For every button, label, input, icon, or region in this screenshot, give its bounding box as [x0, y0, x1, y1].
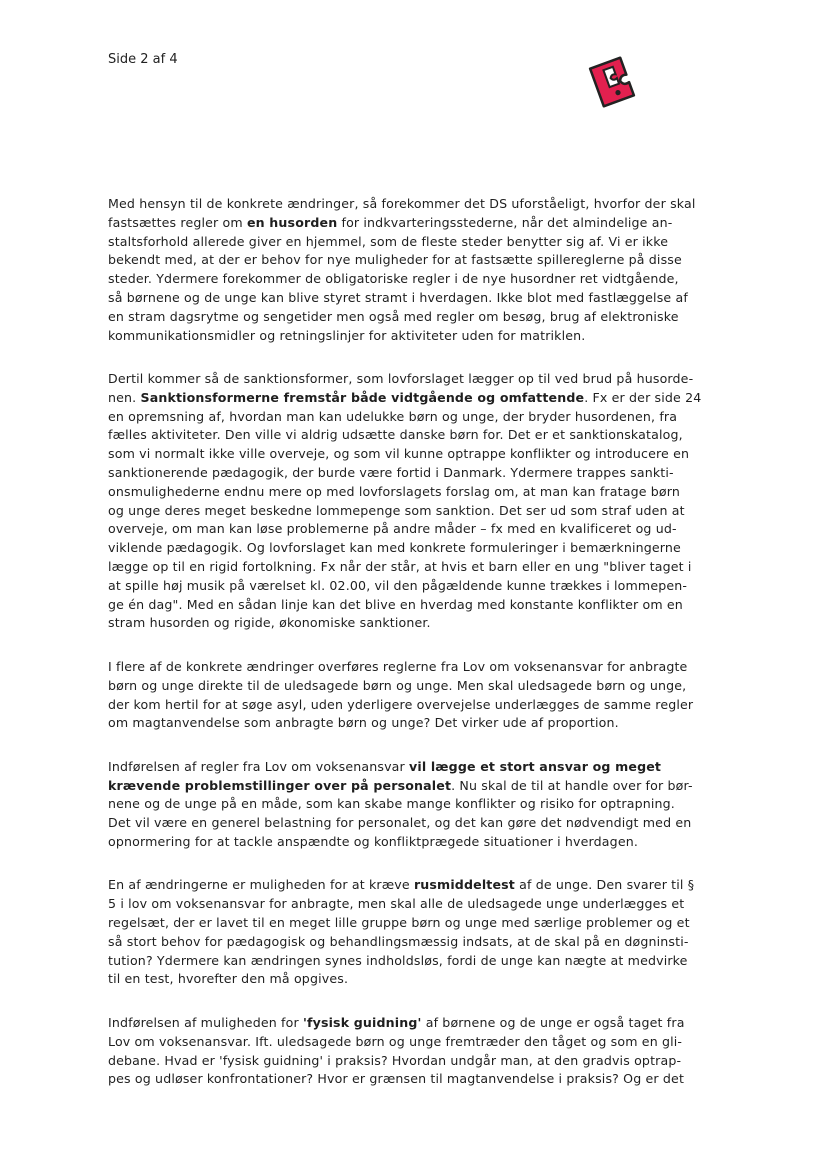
text-line: [108, 596, 720, 615]
text-run: af børnene og de unge er også taget fra: [421, 1014, 685, 1030]
text-line: [108, 577, 720, 596]
text-run: og unge deres meget beskedne lommepenge som sanktion. Det ser ud som straf uden at: [108, 502, 685, 518]
paragraph: [108, 195, 720, 345]
emphasis-text: Sanktionsformerne fremstår både vidtgående og omfattende: [140, 389, 585, 405]
text-line: [108, 408, 720, 427]
emphasis-text: en husorden: [246, 214, 338, 230]
text-run: Indførelsen af regler fra Lov om voksenansvar: [108, 758, 410, 774]
text-run: Med hensyn til de konkrete ændringer, så forekommer det DS uforståeligt, hvorfor der skal: [108, 196, 696, 211]
text-line: [108, 696, 720, 715]
text-run: En af ændringerne er muligheden for at kræve: [108, 877, 414, 893]
text-line: [108, 970, 720, 989]
text-run: af de unge. Den svarer til §: [514, 877, 695, 893]
text-line: [108, 795, 720, 814]
text-line: [108, 389, 720, 408]
paragraph: [108, 758, 720, 852]
text-run: som vi normalt ikke ville overveje, og som vil kunne optrappe konflikter og introducere en: [108, 446, 690, 462]
text-line: [108, 327, 720, 346]
text-line: [108, 214, 720, 233]
text-run: om magtanvendelse som anbragte børn og unge? Det virker ude af proportion.: [108, 715, 619, 731]
text-run: onsmulighederne endnu mere op med lovforslagets forslag om, at man kan fratage børn: [108, 483, 681, 499]
paragraph: [108, 1014, 720, 1089]
text-run: staltsforhold allerede giver en hjemmel, som de fleste steder benytter sig af. Vi er ikke: [108, 233, 669, 249]
paragraph: [108, 876, 720, 989]
text-line: [108, 520, 720, 539]
text-run: at spille høj musik på værelset kl. 02.00, vil den pågældende kunne trækkes i lommepen-: [108, 577, 688, 593]
text-line: [108, 952, 720, 971]
text-line: [108, 233, 720, 252]
text-run: . Nu skal de til at handle over for bør-: [451, 777, 693, 793]
text-line: [108, 308, 720, 327]
text-line: [108, 483, 720, 502]
text-line: [108, 251, 720, 270]
text-run: for indkvarteringsstederne, når det almindelige an-: [337, 214, 673, 230]
emphasis-text: rusmiddeltest: [413, 877, 515, 893]
text-run: Lov om voksenansvar. Ift. uledsagede børn og unge fremtræder den tåget og som en gli-: [108, 1033, 683, 1049]
text-run: stram husorden og rigide, økonomiske sanktioner.: [108, 615, 431, 631]
text-line: [108, 714, 720, 733]
text-run: 5 i lov om voksenansvar for anbragte, men skal alle de uledsagede unge underlægges et: [108, 896, 685, 912]
text-run: så stort behov for pædagogisk og behandlingsmæssig indsats, at de skal på en døgninsti-: [108, 933, 689, 949]
emphasis-text: 'fysisk guidning': [302, 1014, 422, 1030]
text-line: [108, 876, 720, 895]
text-line: [108, 758, 720, 777]
text-run: en stram dagsrytme og sengetider men også med regler om besøg, brug af elektroniske: [108, 308, 679, 324]
text-run: Indførelsen af muligheden for: [108, 1014, 303, 1030]
text-run: der kom hertil for at søge asyl, uden yderligere overvejelse underlægges de samme regler: [108, 696, 694, 712]
letter-body: [108, 195, 720, 1114]
text-run: tution? Ydermere kan ændringen synes indholdsløs, fordi de unge kan nægte at medvirke: [108, 952, 688, 968]
text-run: overveje, om man kan løse problemerne på andre måder – fx med en kvalificeret og ud-: [108, 521, 677, 537]
text-line: [108, 814, 720, 833]
text-run: nen.: [108, 389, 141, 405]
emphasis-text: krævende problemstillinger over på personalet: [108, 777, 452, 793]
text-line: [108, 777, 720, 796]
text-line: [108, 370, 720, 389]
red-puzzle-logo-icon: [584, 54, 640, 110]
text-line: [108, 933, 720, 952]
text-run: børn og unge direkte til de uledsagede børn og unge. Men skal uledsagede børn og unge,: [108, 677, 687, 693]
text-run: sanktionerende pædagogik, der burde være fortid i Danmark. Ydermere trappes sankti-: [108, 465, 674, 481]
paragraph: [108, 370, 720, 633]
text-run: fastsættes regler om: [108, 214, 247, 230]
text-run: så børnene og de unge kan blive styret stramt i hverdagen. Ikke blot med fastlæggelse af: [108, 289, 688, 305]
text-line: [108, 289, 720, 308]
text-run: ge én dag". Med en sådan linje kan det blive en hverdag med konstante konflikter om en: [108, 596, 683, 612]
text-line: [108, 914, 720, 933]
text-line: [108, 270, 720, 289]
text-line: [108, 464, 720, 483]
text-line: [108, 1070, 720, 1089]
text-line: [108, 614, 720, 633]
text-run: til en test, hvorefter den må opgives.: [108, 971, 349, 987]
text-run: bekendt med, at der er behov for nye muligheder for at fastsætte spillereglerne på disse: [108, 252, 682, 268]
page-number: Side 2 af 4: [108, 52, 178, 67]
text-line: [108, 426, 720, 445]
text-run: steder. Ydermere forekommer de obligatoriske regler i de nye husordner ret vidtgående,: [108, 271, 679, 287]
text-run: lægge op til en rigid fortolkning. Fx når der står, at hvis et barn eller en ung "bliver taget i: [108, 559, 692, 575]
text-line: [108, 195, 720, 214]
text-line: [108, 1014, 720, 1033]
text-line: [108, 677, 720, 696]
emphasis-text: vil lægge et stort ansvar og meget: [409, 758, 662, 774]
text-line: [108, 502, 720, 521]
text-line: [108, 539, 720, 558]
text-line: [108, 1033, 720, 1052]
text-run: kommunikationsmidler og retningslinjer for aktiviteter uden for matriklen.: [108, 327, 586, 343]
text-run: . Fx er der side 24: [584, 389, 702, 405]
text-run: regelsæt, der er lavet til en meget lille gruppe børn og unge med særlige problemer og et: [108, 915, 690, 931]
text-run: opnormering for at tackle anspændte og konfliktprægede situationer i hverdagen.: [108, 833, 639, 849]
text-line: [108, 445, 720, 464]
text-run: Dertil kommer så de sanktionsformer, som lovforslaget lægger op til ved brud på husorde-: [108, 371, 694, 387]
paragraph: [108, 658, 720, 733]
text-line: [108, 558, 720, 577]
text-run: pes og udløser konfrontationer? Hvor er grænsen til magtanvendelse i praksis? Og er det: [108, 1071, 685, 1087]
text-run: viklende pædagogik. Og lovforslaget kan med konkrete formuleringer i bemærkningerne: [108, 540, 681, 556]
text-run: en opremsning af, hvordan man kan udelukke børn og unge, der bryder husordenen, fra: [108, 408, 678, 424]
text-line: [108, 833, 720, 852]
text-run: fælles aktiviteter. Den ville vi aldrig udsætte danske børn for. Det er et sanktionskatalog,: [108, 427, 683, 443]
text-line: [108, 895, 720, 914]
text-line: [108, 1052, 720, 1071]
text-run: nene og de unge på en måde, som kan skabe mange konflikter og risiko for optrapning.: [108, 796, 675, 812]
text-line: [108, 658, 720, 677]
text-run: debane. Hvad er 'fysisk guidning' i praksis? Hvordan undgår man, at den gradvis optrap-: [108, 1052, 682, 1068]
text-run: Det vil være en generel belastning for personalet, og det kan gøre det nødvendigt med en: [108, 815, 692, 831]
text-run: I flere af de konkrete ændringer overføres reglerne fra Lov om voksenansvar for anbragte: [108, 658, 688, 674]
